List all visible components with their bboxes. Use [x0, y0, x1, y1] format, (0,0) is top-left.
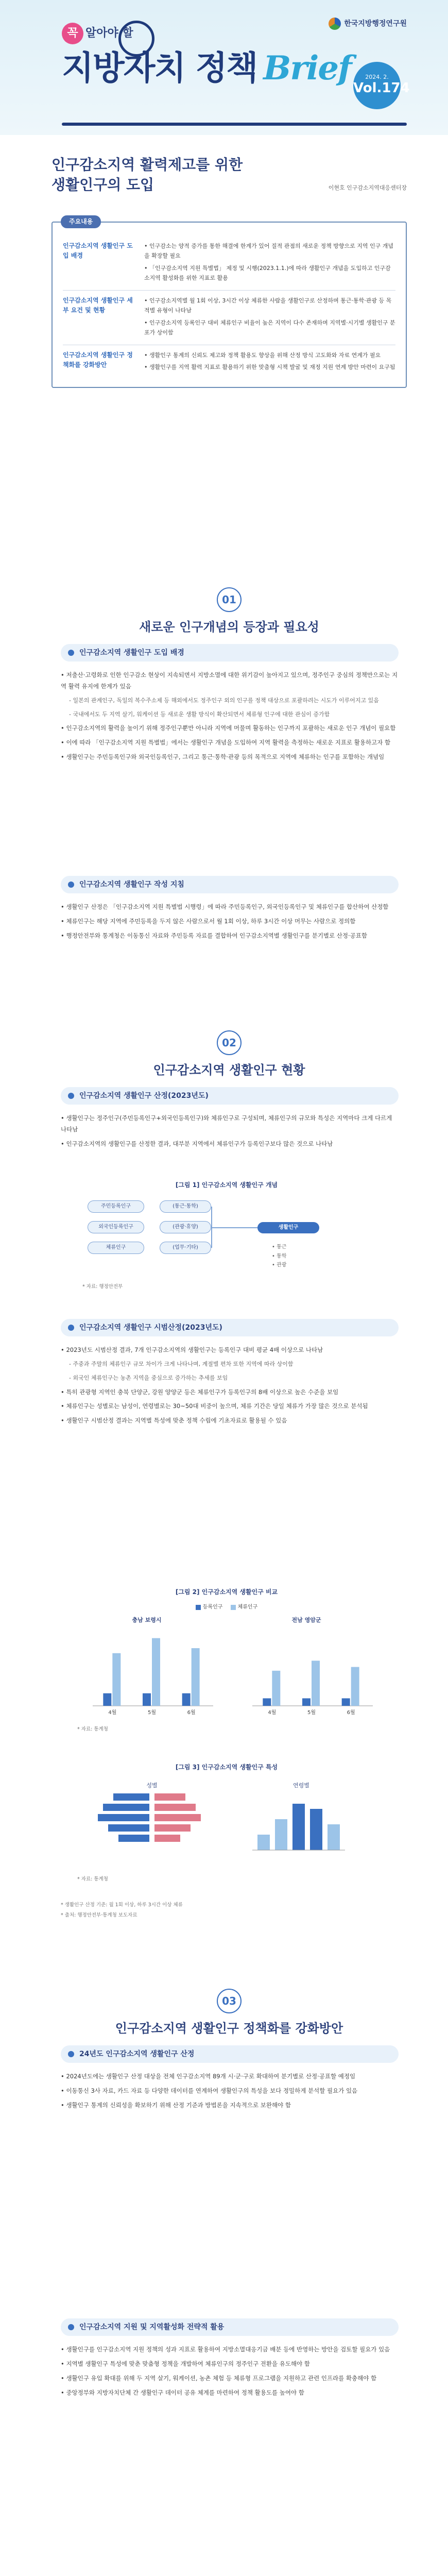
article-title-block: [51, 155, 407, 195]
figure-note: * 자료: 통계청: [77, 1876, 108, 1882]
bullet-paragraph: • 체류인구는 성별로는 남성이, 연령별로는 30~50대 비중이 높으며, 체류 기간은 당일 체류가 가장 많은 것으로 분석됨: [61, 1401, 399, 1412]
summary-item: • 인구감소지역 등록인구 대비 체류인구 비율이 높은 지역이 다수 존재하며 지역별·시기별 생활인구 분포가 상이함: [144, 318, 395, 338]
paragraph-block: [61, 2344, 399, 2401]
detail-paragraph: - 국내에서도 두 지역 살기, 워케이션 등 새로운 생활 방식이 확산되면서 체류형 인구에 대한 관심이 증가함: [61, 709, 399, 720]
bullet-icon: [68, 1093, 74, 1099]
article-title-line2: 생활인구의 도입: [51, 176, 154, 194]
bullet-paragraph: • 생활인구 통계의 신뢰성을 확보하기 위해 산정 기준과 방법론을 지속적으로 보완해야 함: [61, 2100, 399, 2111]
bullet-paragraph: • 이에 따라 「인구감소지역 지원 특별법」에서는 생활인구 개념을 도입하여 지역 활력을 측정하는 새로운 지표로 활용하고자 함: [61, 737, 399, 749]
volume-number: Vol.174: [353, 80, 410, 96]
bar: [292, 1804, 305, 1850]
figure-title: [그림 1] 인구감소지역 생활인구 개념: [175, 1181, 278, 1189]
subsection-title: 인구감소지역 생활인구 도입 배경: [79, 648, 184, 657]
bullet-icon: [68, 1325, 74, 1331]
bar: [154, 1793, 185, 1801]
bar: [351, 1667, 359, 1705]
bar: [154, 1804, 196, 1811]
subsection-heading: [61, 2318, 399, 2336]
summary-item: • 생활인구를 지역 활력 지표로 활용하기 위한 맞춤형 시책 발굴 및 재정 지원 연계 방안 마련이 요구됨: [144, 362, 395, 372]
section-title: 인구감소지역 생활인구 정책화를 강화방안: [115, 2021, 343, 2036]
node-foreign: 외국인등록인구: [88, 1221, 144, 1233]
subsection-heading: [61, 644, 399, 662]
bar: [342, 1698, 350, 1706]
legend-item: [231, 1603, 258, 1612]
legend-label: 등록인구: [202, 1604, 223, 1610]
bullet-icon: [68, 2051, 74, 2057]
bullet-paragraph: • 생활인구를 인구감소지역 지원 정책의 성과 지표로 활용하여 지방소멸대응기금 배분 등에 반영하는 방안을 검토할 필요가 있음: [61, 2344, 399, 2355]
author: 이현호 인구감소지역대응센터장: [328, 184, 407, 192]
chart-label-right: 연령별: [293, 1782, 309, 1789]
arrow-connector: [211, 1227, 257, 1228]
x-tick-label: 6월: [187, 1709, 196, 1716]
detail-paragraph: - 외국인 체류인구는 농촌 지역을 중심으로 증가하는 추세를 보임: [61, 1373, 399, 1384]
header-title: [62, 50, 351, 87]
bar: [103, 1693, 111, 1705]
chart-panel: [237, 1615, 376, 1722]
bar: [98, 1814, 149, 1821]
node-work: (업무·기타): [160, 1242, 211, 1254]
section-number: 03: [217, 1989, 242, 2013]
legend-swatch: [196, 1605, 201, 1610]
summary-row-label: 인구감소지역 생활인구 세부 요건 및 현황: [63, 297, 133, 314]
org-logo[interactable]: [329, 18, 407, 30]
x-tick-label: 6월: [347, 1709, 355, 1716]
bar-chart: [77, 1625, 216, 1718]
section-03-header: [51, 1989, 407, 2039]
title-accent: Brief: [263, 49, 351, 88]
bullet-paragraph: • 생활인구는 정주인구(주민등록인구+외국인등록인구)와 체류인구로 구성되며, 체류인구의 규모와 특성은 지역마다 크게 다르게 나타남: [61, 1113, 399, 1136]
node-registered: 주민등록인구: [88, 1200, 144, 1213]
chart-panel: [77, 1615, 216, 1722]
bar: [257, 1835, 270, 1850]
summary-row: [63, 345, 395, 380]
bar: [182, 1693, 191, 1705]
bullet-paragraph: • 2024년도에는 생활인구 산정 대상을 전체 인구감소지역 89개 시·군·구로 확대하여 분기별로 산정·공표할 예정임: [61, 2071, 399, 2082]
paragraph-block: [61, 902, 399, 945]
bar: [272, 1670, 280, 1705]
bar: [118, 1835, 149, 1842]
subsection-title: 인구감소지역 생활인구 작성 지침: [79, 880, 184, 889]
bullet-paragraph: • 중앙정부와 지방자치단체 간 생활인구 데이터 공유 체계를 마련하여 정책 활용도를 높여야 함: [61, 2387, 399, 2399]
figure-note: * 자료: 통계청: [77, 1726, 108, 1733]
summary-row: [63, 290, 395, 345]
bar: [154, 1824, 191, 1832]
footnote: * 생활인구 산정 기준: 월 1회 이상, 하루 3시간 이상 체류: [61, 1902, 183, 1908]
distribution-chart: [77, 1778, 376, 1871]
subsection-title: 24년도 인구감소지역 생활인구 산정: [79, 2049, 195, 2058]
bar-chart: [237, 1625, 376, 1718]
subsection-title: 인구감소지역 생활인구 산정(2023년도): [79, 1091, 209, 1100]
summary-row-body: [144, 296, 395, 340]
figure-title: [그림 2] 인구감소지역 생활인구 비교: [175, 1588, 278, 1596]
chart-panels: [77, 1615, 376, 1722]
bullet-paragraph: • 생활인구 유입 확대를 위해 두 지역 살기, 워케이션, 농촌 체험 등 체류형 프로그램을 지원하고 관련 인프라를 확충해야 함: [61, 2373, 399, 2384]
bar: [108, 1824, 149, 1832]
bar: [302, 1698, 311, 1706]
figure-2: [77, 1587, 376, 1733]
volume-year: 2024. 2.: [365, 74, 389, 80]
bullet-paragraph: • 저출산·고령화로 인한 인구감소 현상이 지속되면서 지방소멸에 대한 위기감이 높아지고 있으며, 정주인구 중심의 정책만으로는 지역 활력 유지에 한계가 있음: [61, 670, 399, 692]
summary-row-body: [144, 241, 395, 285]
summary-row-label: 인구감소지역 생활인구 도입 배경: [63, 242, 133, 260]
x-tick-label: 5월: [147, 1709, 157, 1716]
section-01-header: [51, 587, 407, 638]
legend-label: 체류인구: [237, 1604, 258, 1610]
bullet-paragraph: • 2023년도 시범산정 결과, 7개 인구감소지역의 생활인구는 등록인구 대비 평균 4배 이상으로 나타남: [61, 1345, 399, 1356]
summary-item: • 인구감소는 양적 증가를 통한 해결에 한계가 있어 질적 관점의 새로운 정책 방향으로 지역 인구 개념을 확장할 필요: [144, 241, 395, 261]
subtitle-text: 알아야 할: [85, 26, 133, 40]
summary-row-body: [144, 350, 395, 375]
summary-rows: [63, 236, 395, 380]
volume-badge: [353, 62, 410, 109]
figure-note: * 자료: 행정안전부: [82, 1284, 123, 1290]
bullet-paragraph: • 생활인구 산정은 「인구감소지역 지원 특별법 시행령」에 따라 주민등록인구, 외국인등록인구 및 체류인구를 합산하여 산정함: [61, 902, 399, 913]
org-name: 한국지방행정연구원: [344, 20, 407, 28]
bullet-paragraph: • 특히 관광형 지역인 충북 단양군, 강원 양양군 등은 체류인구가 등록인구의 8배 이상으로 높은 수준을 보임: [61, 1387, 399, 1398]
section-title: 새로운 인구개념의 등장과 필요성: [139, 620, 319, 634]
bullet-paragraph: • 인구감소지역의 생활인구를 산정한 결과, 대부분 지역에서 체류인구가 등록인구보다 많은 것으로 나타남: [61, 1139, 399, 1150]
bullet-paragraph: • 이동통신 3사 자료, 카드 자료 등 다양한 데이터를 연계하여 생활인구의 특성을 보다 정밀하게 분석할 필요가 있음: [61, 2086, 399, 2097]
legend-item: [196, 1603, 223, 1612]
detail-paragraph: - 일본의 관계인구, 독일의 복수주소제 등 해외에서도 정주인구 외의 인구를 정책 대상으로 포괄하려는 시도가 이루어지고 있음: [61, 696, 399, 706]
bar: [328, 1824, 340, 1850]
bullet-icon: [68, 882, 74, 888]
section-number: 02: [217, 1030, 242, 1055]
bullet-paragraph: • 체류인구는 해당 지역에 주민등록을 두지 않은 사람으로서 월 1회 이상, 하루 3시간 이상 머무는 사람으로 정의함: [61, 916, 399, 927]
chart-legend: [77, 1603, 376, 1613]
subsection-heading: [61, 1319, 399, 1336]
bullet-paragraph: • 인구감소지역의 활력을 높이기 위해 정주인구뿐만 아니라 지역에 머물며 활동하는 인구까지 포괄하는 새로운 인구 개념이 필요함: [61, 723, 399, 734]
paragraph-block: [61, 2071, 399, 2114]
connector-line: [211, 1207, 212, 1248]
bullet-paragraph: • 행정안전부와 통계청은 이동통신 자료와 주민등록 자료를 결합하여 인구감소지역별 생활인구를 분기별로 산정·공표함: [61, 930, 399, 942]
footnote: * 출처: 행정안전부·통계청 보도자료: [61, 1912, 137, 1918]
section-title: 인구감소지역 생활인구 현황: [153, 1063, 305, 1077]
bullet-paragraph: • 생활인구 시범산정 결과는 지역별 특성에 맞춘 정책 수립에 기초자료로 활용될 수 있음: [61, 1415, 399, 1427]
node-living-population: 생활인구: [257, 1222, 319, 1233]
panel-title: 전남 영암군: [291, 1617, 321, 1624]
legend-swatch: [231, 1605, 236, 1610]
org-logo-icon: [329, 18, 341, 30]
node-stay: 체류인구: [88, 1242, 144, 1254]
section-02-header: [51, 1030, 407, 1081]
subsection-title: 인구감소지역 생활인구 시범산정(2023년도): [79, 1323, 222, 1332]
bar: [312, 1660, 320, 1706]
panel-title: 충남 보령시: [132, 1617, 162, 1624]
bullet-icon: [68, 2324, 74, 2330]
summary-box: [51, 218, 407, 388]
section-number: 01: [217, 587, 242, 612]
bullet-paragraph: • 지역별 생활인구 특성에 맞춘 맞춤형 정책을 개발하여 체류인구의 정주인구 전환을 유도해야 함: [61, 2359, 399, 2370]
detail-paragraph: - 주중과 주말의 체류인구 규모 차이가 크게 나타나며, 계절별 편차 또한 지역에 따라 상이함: [61, 1359, 399, 1370]
summary-item: • 인구감소지역별 월 1회 이상, 3시간 이상 체류한 사람을 생활인구로 산정하며 통근·통학·관광 등 목적별 유형이 나타남: [144, 296, 395, 316]
subsection-title: 인구감소지역 지원 및 지역활성화 전략적 활용: [79, 2323, 225, 2331]
paragraph-block: [61, 670, 399, 766]
header-banner: [0, 0, 448, 135]
figure-1: [82, 1180, 371, 1298]
header-divider: [62, 123, 407, 126]
bar: [143, 1693, 151, 1705]
figure-title: [그림 3] 인구감소지역 생활인구 특성: [175, 1764, 278, 1771]
bar: [263, 1698, 271, 1706]
bar: [154, 1814, 201, 1821]
summary-item: • 「인구감소지역 지원 특별법」 제정 및 시행(2023.1.1.)에 따라 생활인구 개념을 도입하고 인구감소지역 활성화를 위한 지표로 활용: [144, 263, 395, 283]
node-tour: (관광·휴양): [160, 1221, 211, 1233]
age-bars: [252, 1804, 345, 1850]
bullet-paragraph: • 생활인구는 주민등록인구와 외국인등록인구, 그리고 통근·통학·관광 등의 목적으로 지역에 체류하는 인구를 포함하는 개념임: [61, 752, 399, 763]
node-purposes: • 통근 • 통학 • 관광: [272, 1244, 287, 1268]
title-text: 지방자치 정책: [62, 49, 257, 88]
summary-row-label: 인구감소지역 생활인구 정책화를 강화방안: [63, 351, 133, 369]
article-title-line1: 인구감소지역 활력제고를 위한: [51, 156, 243, 173]
subsection-heading: [61, 876, 399, 893]
node-commute: (통근·통학): [160, 1200, 211, 1213]
x-tick-label: 4월: [108, 1709, 117, 1716]
bar: [113, 1793, 149, 1801]
subsection-heading: [61, 1087, 399, 1105]
chart-label-left: 성별: [146, 1782, 158, 1789]
bar: [275, 1819, 287, 1850]
bar: [154, 1835, 180, 1842]
subtitle-mark: 꼭: [62, 23, 83, 44]
figure-3: [77, 1762, 376, 1883]
summary-item: • 생활인구 통계의 신뢰도 제고와 정책 활용도 향상을 위해 산정 방식 고도화와 자료 연계가 필요: [144, 350, 395, 360]
summary-tag: 주요내용: [61, 215, 101, 228]
bar: [310, 1809, 322, 1850]
summary-row: [63, 236, 395, 290]
bar: [103, 1804, 149, 1811]
x-tick-label: 5월: [307, 1709, 316, 1716]
pyramid-bars: [98, 1793, 201, 1842]
bullet-icon: [68, 650, 74, 656]
bar: [192, 1648, 200, 1706]
bar: [152, 1638, 160, 1705]
x-tick-label: 4월: [268, 1709, 277, 1716]
subsection-heading: [61, 2045, 399, 2063]
bar: [112, 1653, 120, 1705]
paragraph-block: [61, 1113, 399, 1153]
paragraph-block: [61, 1345, 399, 1430]
